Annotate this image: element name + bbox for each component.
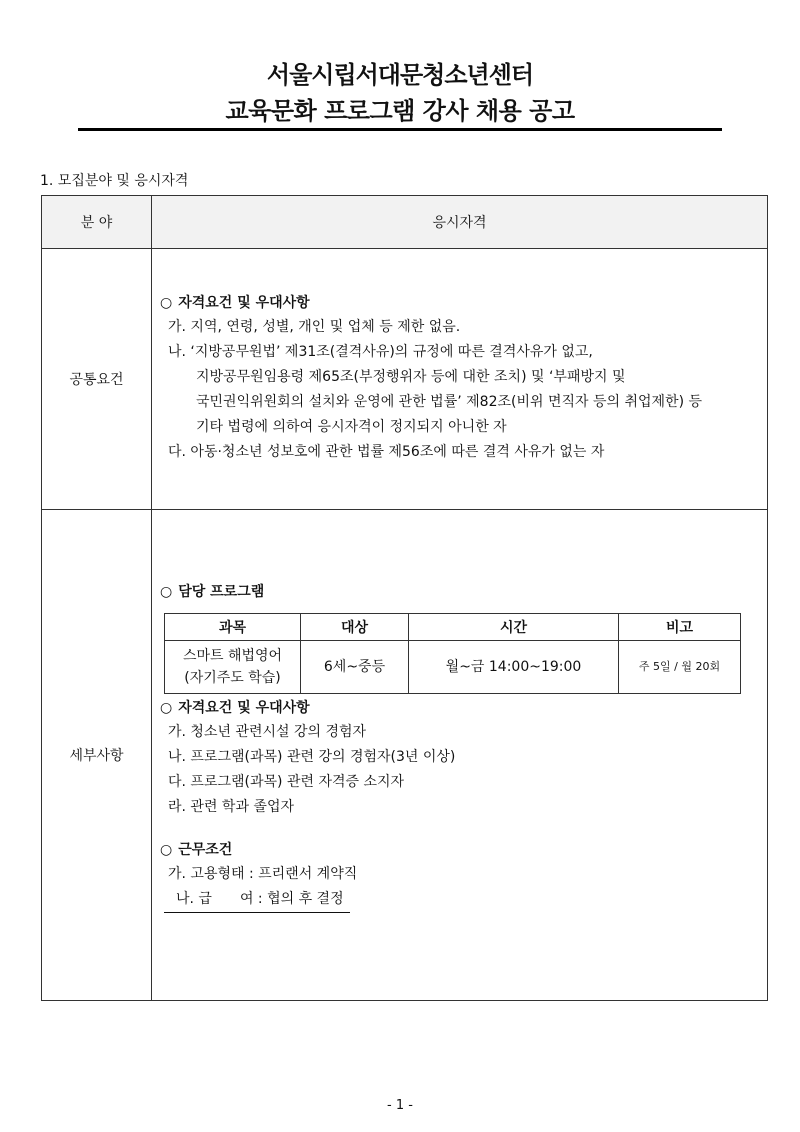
program-header-subject: 과목 [165, 614, 301, 641]
table-row [165, 641, 741, 694]
list-item: 나. 급 여 : 협의 후 결정 [164, 887, 350, 913]
list-item: 기타 법령에 의하여 응시자격이 정지되지 아니한 자 [196, 419, 507, 435]
title-organization: 서울시립서대문청소년센터 [266, 61, 534, 89]
program-subject-type: (자기주도 학습) [184, 670, 281, 686]
list-item: 가. 지역, 연령, 성별, 개인 및 업체 등 제한 없음. [168, 319, 461, 335]
circle-bullet-icon: ○ [160, 295, 173, 311]
program-target: 6세~중등 [301, 641, 409, 694]
program-time: 월~금 14:00~19:00 [409, 641, 619, 694]
header-field: 분 야 [42, 196, 152, 249]
title-underline [78, 128, 722, 131]
circle-bullet-icon: ○ [160, 700, 173, 716]
list-item: 가. 청소년 관련시설 강의 경험자 [168, 724, 367, 740]
program-table [164, 613, 741, 694]
list-item: 다. 아동·청소년 성보호에 관한 법률 제56조에 따른 결격 사유가 없는 자 [168, 444, 605, 460]
common-content [152, 249, 768, 510]
program-subheading: ○ 담당 프로그램 [160, 584, 265, 600]
detail-label: 세부사항 [42, 510, 152, 1001]
list-item: 국민권익위원회의 설치와 운영에 관한 법률’ 제82조(비위 면직자 등의 취업제한) 등 [196, 394, 703, 410]
page-number: - 1 - [387, 1098, 413, 1113]
list-item: 다. 프로그램(과목) 관련 자격증 소지자 [168, 774, 405, 790]
title-announcement: 교육문화 프로그램 강사 채용 공고 [225, 97, 575, 125]
list-item: 나. ‘지방공무원법’ 제31조(결격사유)의 규정에 따른 결격사유가 없고, [168, 344, 593, 360]
detail-content [152, 510, 768, 1001]
header-qualification: 응시자격 [152, 196, 768, 249]
program-subject-name: 스마트 해법영어 [182, 648, 283, 664]
program-header-time: 시간 [409, 614, 619, 641]
circle-bullet-icon: ○ [160, 584, 173, 600]
document-title [0, 58, 800, 128]
qualification-subheading: ○ 자격요건 및 우대사항 [160, 700, 310, 716]
list-item: 나. 프로그램(과목) 관련 강의 경험자(3년 이상) [168, 749, 456, 765]
program-header-note: 비고 [619, 614, 741, 641]
program-note: 주 5일 / 월 20회 [619, 641, 741, 694]
list-item: 지방공무원임용령 제65조(부정행위자 등에 대한 조치) 및 ‘부패방지 및 [196, 369, 626, 385]
recruitment-table [41, 195, 768, 1001]
common-requirements-row [42, 249, 768, 510]
common-label: 공통요건 [42, 249, 152, 510]
detail-row [42, 510, 768, 1001]
program-header-row [165, 614, 741, 641]
section-heading: 1. 모집분야 및 응시자격 [40, 173, 189, 189]
program-subject [165, 641, 301, 694]
list-item: 라. 관련 학과 졸업자 [168, 799, 294, 815]
list-item: 가. 고용형태 : 프리랜서 계약직 [168, 866, 358, 882]
circle-bullet-icon: ○ [160, 842, 173, 858]
common-subheading: ○ 자격요건 및 우대사항 [160, 295, 310, 311]
table-header-row [42, 196, 768, 249]
work-subheading: ○ 근무조건 [160, 842, 233, 858]
program-header-target: 대상 [301, 614, 409, 641]
